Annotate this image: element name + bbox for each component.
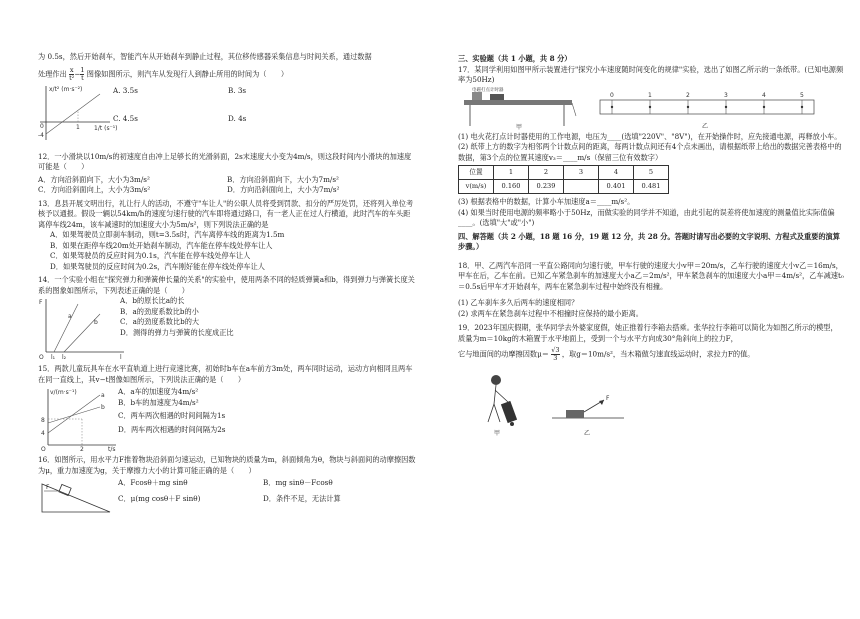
q19-box-figure — [548, 370, 628, 438]
q17-tape — [600, 100, 814, 114]
q16-options — [118, 478, 408, 504]
q15-stem: 15．两款儿童玩具车在水平直轨道上进行竞速比赛，初始时b车在a车前方3m处，两车同时运动，运动方向相同且两车在同一直线上，其v−t图像如图所示，下列说法正确的是（ ） — [38, 364, 413, 384]
q13-stem: 13．息县开展文明出行，礼让行人的活动，不遵守"车让人"的公职人员将受到罚款、扣分的严厉处罚，还将列入单位考核予以通报。假设一辆以54km/h的速度匀速行驶的汽车即将通过路口，有一老人正在过人行横道，此时汽车的车头距离停车线24m，该车减速时的加速度大小为5m/s²，则下列说法正确的是 — [38, 198, 414, 229]
q15-options — [118, 387, 358, 435]
q12-option-c[interactable]: C．方向沿斜面向上，大小为3m/s² — [38, 185, 151, 194]
q16-option-d[interactable]: D．条件不足，无法计算 — [263, 493, 341, 503]
section-4-heading: 四、解答题（共 2 小题，18 题 16 分，19 题 12 分，共 28 分。答题时请写出必要的文字说明、方程式及重要的演算步骤。） — [458, 231, 840, 251]
q11-xlabel: 1/t (s⁻¹) — [94, 124, 118, 132]
q13-option-c[interactable]: C．如果驾驶员的反应时间为0.1s，汽车能在停车线处停车让人 — [50, 251, 251, 260]
q11-fraction2: $\frac{1}{t}$ — [80, 65, 85, 82]
q15-option-b[interactable]: B．b车的加速度为4m/s² — [118, 397, 199, 407]
q15-ylabel: v/(m·s⁻¹) — [50, 389, 77, 396]
q15-ytick-4: 4 — [41, 430, 45, 437]
section-3-heading: 三、实验题（共 1 小题，共 8 分） — [458, 54, 572, 63]
q19-person-head — [491, 375, 501, 385]
q16-option-a[interactable]: A．Fcosθ＋mg sinθ — [118, 478, 188, 487]
q14-stem: 14．一个实验小组在"探究弹力和弹簧伸长量的关系"的实验中，使用两条不同的轻质弹簧a和b，得到弹力与弹簧长度关系的图象如图所示，下列表述正确的是（ ） — [38, 275, 415, 295]
q14-f-label: F — [39, 299, 43, 306]
q17-sub1: (1) 电火花打点计时器使用的工作电源，电压为____(选填"220V"、"8V")，在开始操作时，应先接通电源，再释放小车。 — [458, 131, 842, 141]
q13-option-b[interactable]: B．如果在距停车线20m处开始刹车制动，汽车能在停车线处停车让人 — [50, 240, 273, 250]
q15-b-label: b — [101, 404, 105, 411]
q17-figures — [458, 86, 844, 132]
q19-box — [566, 410, 584, 418]
q17-timer-label: 电磁打点计时器 — [472, 87, 504, 93]
tape-dot — [763, 105, 765, 107]
table-row: 位置 1 2 3 4 5 — [459, 166, 669, 180]
q12-option-d[interactable]: D．方向沿斜面向上，大小为7m/s² — [227, 185, 340, 194]
q12-stem: 12．一小滑块以10m/s的初速度自由冲上足够长的光滑斜面，2s末速度大小变为4m/s，则这段时间内小滑块的加速度可能是（ ） — [38, 151, 412, 171]
q11-ylabel: x/t² (m·s⁻²) — [49, 85, 83, 93]
q15-option-c[interactable]: C．两车两次相遇的时间间隔为1s — [118, 411, 226, 420]
tape-count-label: 4 — [762, 91, 766, 99]
q19-jia-label: 甲 — [494, 430, 501, 437]
tape-count-label: 3 — [724, 91, 728, 99]
q11-xtick: 1 — [76, 123, 80, 131]
q15-xlabel: t/s — [108, 446, 116, 453]
q19-stem1: 19．2023年国庆假期，张华同学去外婆家度假，她正推着行李箱去搭乘。张华拉行李箱可以简化为如图乙所示的模型，质量为m＝10kg的木箱置于水平地面上，受到一个与水平方向成30°角斜向上的拉力F， — [458, 323, 838, 343]
q14-graph — [38, 296, 128, 360]
q18-sub1: (1) 乙车刹车多久后两车的速度相同？ — [458, 298, 579, 307]
tape-dot — [611, 105, 613, 107]
q19-mu-fraction: $\frac{√3}{3}$ — [551, 346, 560, 362]
tape-dot — [725, 105, 727, 107]
q15-option-a[interactable]: A．a车的加速度为4m/s² — [118, 387, 199, 396]
q16-block — [38, 476, 416, 516]
q16-option-c[interactable]: C．μ(mg cosθ＋F sinθ) — [118, 493, 201, 503]
q17-tape-figure — [598, 86, 818, 130]
left-column — [38, 52, 416, 516]
q17-timer — [472, 92, 482, 100]
q16-stem: 16．如图所示，用水平力F推着物块沿斜面匀速运动，已知物块的质量为m，斜面倾角为θ，物块与斜面间的动摩擦因数为μ，重力加速度为g，关于摩擦力大小的计算可能正确的是（ ） — [38, 455, 416, 475]
q15-line-b — [48, 407, 100, 423]
q11-option-a[interactable]: A. 3.5s — [113, 85, 138, 95]
q14-option-d[interactable]: D．测得的弹力与弹簧的长度成正比 — [120, 327, 234, 337]
right-page — [430, 0, 860, 619]
q11-text2: 处理作出 $\frac{x}{\text{t²}}$ − $\frac{1}{t}$ 图像如图所示，则汽车从发现行人到静止所用的时间为（ ） — [38, 65, 289, 82]
q17-stem: 17．某同学利用如图甲所示装置进行"探究小车速度随时间变化的规律"实验，选出了如图乙所示的一条纸带。(已知电源频率为50Hz) — [458, 64, 844, 84]
q15-origin: O — [41, 446, 46, 453]
q11-graph — [38, 82, 118, 144]
q17-jia-label: 甲 — [516, 123, 523, 131]
q14-block — [38, 296, 416, 360]
q17-table-top — [464, 100, 572, 105]
tape-count-label: 5 — [800, 91, 804, 99]
q13-options — [38, 230, 416, 272]
q19-yi-label: 乙 — [584, 430, 591, 437]
q11-origin: 0 — [40, 122, 44, 130]
q15-option-d[interactable]: D．两车两次相遇的时间间隔为2s — [118, 424, 226, 434]
q15-a-label: a — [101, 392, 105, 399]
q14-o-label: O — [39, 354, 44, 361]
q17-apparatus-figure — [460, 86, 580, 130]
q15-line-a — [48, 395, 100, 433]
q11-text1: 为 0.5s，然后开始刹车，智能汽车从开始刹车到静止过程，其位移传感器采集信息与时间关系，通过数据 — [38, 52, 372, 61]
q15-ytick-8: 8 — [41, 417, 45, 424]
q11-options — [113, 86, 343, 125]
q11-graph-block — [38, 82, 416, 146]
q17-cart — [490, 94, 504, 100]
tape-count-label: 0 — [610, 91, 614, 99]
q12-option-a[interactable]: A．方向沿斜面向下，大小为3m/s² — [38, 174, 150, 184]
q19-suitcase — [501, 401, 517, 423]
q17-sub3: (3) 根据表格中的数据，计算小车加速度a＝____m/s²。 — [458, 197, 635, 206]
q14-option-a[interactable]: A．b的原长比a的长 — [120, 296, 185, 305]
q14-options — [120, 296, 360, 338]
q17-sub4: (4) 如果当时使用电源的频率略小于50Hz，而做实验的同学并不知道，由此引起的误差将使加速度的测量值比实际值偏____。(选填"大"或"小") — [458, 207, 835, 227]
q12-option-b[interactable]: B．方向沿斜面向下，大小为7m/s² — [227, 174, 339, 184]
q17-sub2: (2) 纸带上方的数字为相邻两个计数点间的距离，每两计数点间还有4个点未画出，请根据纸带上给出的数据完善表格中的数据，第3个点的位置其速度v₃＝____m/s（保留三位有效数字） — [458, 142, 842, 162]
q14-option-b[interactable]: B．a的劲度系数比b的小 — [120, 306, 199, 316]
q14-b-label: b — [94, 319, 98, 326]
q16-option-b[interactable]: B．mg sinθ－Fcosθ — [263, 478, 333, 487]
q14-a-label: a — [68, 313, 72, 320]
q14-l1-label: l₁ — [51, 354, 56, 361]
tape-count-label: 1 — [648, 91, 652, 99]
q19-person-figure — [468, 370, 538, 438]
q11-option-b[interactable]: B. 3s — [228, 85, 247, 95]
q16-f-label: F — [46, 484, 50, 491]
q17-velocity-table — [458, 165, 669, 194]
q16-incline — [42, 484, 110, 512]
q11-line — [46, 94, 100, 134]
tape-count-label: 2 — [686, 91, 690, 99]
q15-block — [38, 385, 416, 451]
right-column — [458, 54, 844, 440]
q15-xtick-2: 2 — [80, 446, 84, 453]
table-row: v(m/s) 0.160 0.239 0.401 0.481 — [459, 180, 669, 194]
q19-stem2: 它与地面间的动摩擦因数μ＝ $\frac{√3}{3}$ ，取g＝10m/s²，当木箱做匀速直线运动时，求拉力F的值。 — [458, 346, 755, 362]
q18-stem: 18．甲、乙两汽车沿同一平直公路同向匀速行驶，甲车行驶的速度大小v甲＝20m/s，乙车行驶的速度大小v乙＝16m/s，甲车在后，乙车在前。已知乙车紧急刹车的加速度大小a乙＝2m/s²，甲车紧急刹车的加速度大小a甲＝4m/s²，乙车减速t₀＝0.5s后甲车才开始刹车，两车在紧急刹车过程中始终没有相撞。 — [458, 260, 844, 291]
q11-option-d[interactable]: D. 4s — [228, 114, 247, 123]
q14-option-c[interactable]: C．a的劲度系数比b的大 — [120, 317, 200, 326]
q16-block-shape — [59, 484, 71, 495]
q13-option-a[interactable]: A．如果驾驶员立即刹车制动，则t=3.5s时，汽车离停车线的距离为1.5m — [50, 230, 285, 239]
q14-line-a — [54, 304, 78, 352]
q19-figures — [458, 370, 844, 440]
tape-dot — [801, 105, 803, 107]
q17-blank-cell[interactable] — [564, 180, 599, 194]
q14-l2-label: l₂ — [62, 354, 67, 361]
q17-yi-label: 乙 — [702, 122, 709, 130]
tape-dot — [687, 105, 689, 107]
q19-f-label: F — [606, 395, 610, 402]
q11-fraction: $\frac{x}{\text{t²}}$ — [69, 65, 75, 82]
q16-incline-figure — [38, 478, 118, 518]
q13-option-d[interactable]: D．如果驾驶员的反应时间为0.2s，汽车刚好能在停车线处停车让人 — [50, 261, 265, 271]
q11-option-c[interactable]: C. 4.5s — [113, 114, 138, 123]
tape-dot — [649, 105, 651, 107]
q14-l-label: l — [120, 354, 122, 361]
q18-sub2: (2) 求两车在紧急刹车过程中不相撞时应保持的最小距离。 — [458, 308, 643, 318]
q15-graph — [38, 385, 118, 451]
q11-yneg: -4 — [38, 131, 44, 139]
